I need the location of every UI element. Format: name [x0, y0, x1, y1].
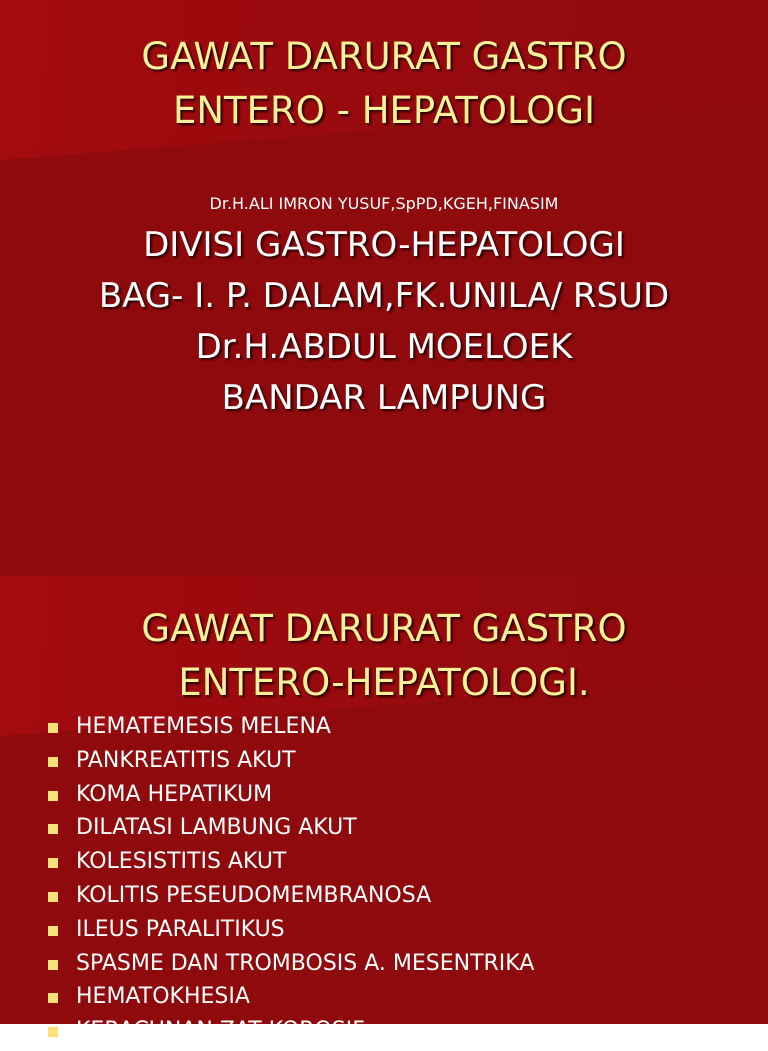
- bullet-list: [46, 713, 534, 1051]
- square-bullet-icon: [48, 791, 58, 801]
- list-item-text: KERACUNAN ZAT KOROSIF: [76, 1018, 365, 1044]
- list-item: [46, 848, 534, 882]
- list-item: [46, 1017, 534, 1051]
- square-bullet-icon: [48, 858, 58, 868]
- list-item: [46, 747, 534, 781]
- division-line: DIVISI GASTRO-HEPATOLOGI: [143, 225, 625, 265]
- list-item: [46, 781, 534, 815]
- list-item: [46, 882, 534, 916]
- slide-1-title: [0, 30, 768, 138]
- list-item-text: ILEUS PARALITIKUS: [76, 916, 285, 942]
- slide-2: [0, 576, 768, 1044]
- title-line: GAWAT DARURAT GASTRO: [141, 607, 627, 650]
- square-bullet-icon: [48, 757, 58, 767]
- square-bullet-icon: [48, 723, 58, 733]
- title-line: GAWAT DARURAT GASTRO: [141, 35, 627, 78]
- title-line: ENTERO - HEPATOLOGI: [172, 89, 596, 132]
- list-item-text: HEMATOKHESIA: [76, 984, 250, 1010]
- square-bullet-icon: [48, 892, 58, 902]
- list-item: [46, 983, 534, 1017]
- square-bullet-icon: [48, 1027, 58, 1037]
- list-item-text: DILATASI LAMBUNG AKUT: [76, 815, 357, 841]
- square-bullet-icon: [48, 824, 58, 834]
- division-line: BANDAR LAMPUNG: [221, 378, 547, 418]
- list-item-text: KOMA HEPATIKUM: [76, 781, 273, 807]
- list-item-text: KOLITIS PESEUDOMEMBRANOSA: [76, 882, 432, 908]
- list-item-text: SPASME DAN TROMBOSIS A. MESENTRIKA: [76, 950, 535, 976]
- division-line: Dr.H.ABDUL MOELOEK: [195, 327, 573, 367]
- list-item-text: HEMATEMESIS MELENA: [76, 714, 331, 739]
- title-line: ENTERO-HEPATOLOGI.: [178, 661, 590, 704]
- list-item-text: KOLESISTITIS AKUT: [76, 849, 287, 875]
- list-item: [46, 814, 534, 848]
- list-item: [46, 713, 534, 747]
- list-item-text: PANKREATITIS AKUT: [76, 747, 296, 773]
- division-line: BAG- I. P. DALAM,FK.UNILA/ RSUD: [98, 276, 670, 316]
- author-name: Dr.H.ALI IMRON YUSUF,SpPD,KGEH,FINASIM: [209, 194, 559, 213]
- square-bullet-icon: [48, 926, 58, 936]
- square-bullet-icon: [48, 960, 58, 970]
- division-info: [0, 220, 768, 424]
- list-item: [46, 950, 534, 984]
- list-item: [46, 916, 534, 950]
- square-bullet-icon: [48, 993, 58, 1003]
- slide-2-title: [0, 602, 768, 710]
